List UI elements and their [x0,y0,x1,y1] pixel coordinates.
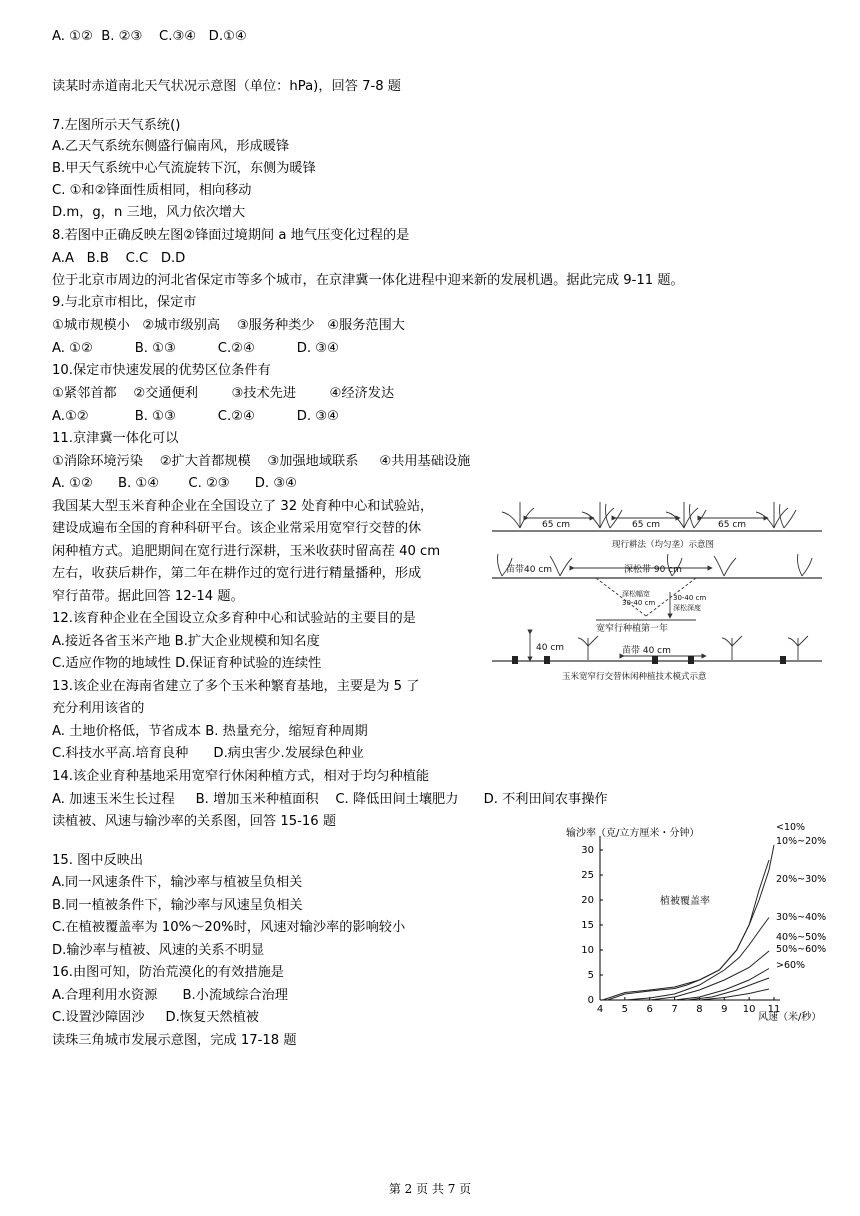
series-line-0 [603,845,775,1000]
x-tick-label: 8 [696,1004,703,1015]
text-line-l13: A. ①② B. ①③ C.②④ D. ③④ [52,341,339,356]
page-footer: 第 2 页 共 7 页 [388,1182,472,1196]
text-line-l40: 16.由图可知，防治荒漠化的有效措施是 [52,965,284,980]
text-line-l16: A.①② B. ①③ C.②④ D. ③④ [52,409,339,424]
plant-icon [606,504,623,528]
x-tick-label: 10 [742,1004,756,1015]
text-line-l21: 建设成遍布全国的育种科研平台。该企业常采用宽窄行交替的休 [52,521,422,536]
y-tick-label: 10 [581,945,594,956]
label-width: 深松幅宽 [622,590,650,598]
label-seedling-band-1: 苗带40 cm [506,565,553,575]
text-line-l30: A. 土地价格低，节省成本 B. 热量充分，缩短育种周期 [52,724,368,739]
label-subsoil-band: 深松带 90 cm [624,565,682,575]
label-depth-value: 30-40 cm [673,594,707,602]
text-line-l20: 我国某大型玉米育种企业在全国设立了 32 处育种中心和试验站， [52,499,434,514]
text-line-l4: A.乙天气系统东侧盛行偏南风，形成暖锋 [52,139,290,154]
text-line-l33: A. 加速玉米生长过程 B. 增加玉米种植面积 C. 降低田间土壤肥力 D. 不利田间农事操作 [52,792,608,807]
text-line-l38: C.在植被覆盖率为 10%～20%时，风速对输沙率的影响较小 [52,920,406,935]
text-line-l2: 读某时赤道南北天气状况示意图（单位：hPa)，回答 7-8 题 [52,79,401,94]
text-line-l34: 读植被、风速与输沙率的关系图，回答 15-16 题 [52,814,337,829]
x-axis-label: 风速（米/秒） [758,1012,822,1022]
x-tick-label: 5 [621,1004,629,1015]
stubble-mark [652,656,658,664]
text-line-l32: 14.该企业育种基地采用宽窄行休闲种植方式，相对于均匀种植能 [52,769,430,784]
label-65c: 65 cm [718,520,747,530]
text-line-l12: ①城市规模小 ②城市级别高 ③服务种类少 ④服务范围大 [52,318,405,333]
text-line-l27: C.适应作物的地域性 D.保证育种试验的连续性 [52,656,322,671]
label-depth: 深松深度 [673,604,701,612]
stubble-mark [544,656,550,664]
y-tick-label: 0 [587,995,594,1006]
y-tick-label: 25 [581,870,594,881]
series-line-1 [608,860,770,1000]
caption-top: 现行耕法（均匀垄）示意图 [612,540,715,550]
label-year-one: 宽窄行种植第一年 [596,624,669,634]
y-tick-label: 20 [581,895,594,906]
label-65a: 65 cm [542,520,571,530]
text-line-l24: 窄行苗带。据此回答 12-14 题。 [52,589,244,604]
text-line-l22: 闲种植方式。追肥期间在宽行进行深耕，玉米收获时留高茬 40 cm [52,544,441,559]
label-stubble-height: 40 cm [536,643,565,653]
label-seedling-band-2: 苗带 40 cm [622,646,671,656]
text-line-l14: 10.保定市快速发展的优势区位条件有 [52,363,271,378]
text-line-l29: 充分利用该省的 [52,701,145,716]
text-line-l28: 13.该企业在海南省建立了多个玉米种繁育基地，主要是为 5 了 [52,679,420,694]
corn-planting-diagram [492,496,828,688]
text-line-l19: A. ①② B. ①④ C. ②③ D. ③④ [52,476,297,491]
y-axis-label: 输沙率（克/立方厘米・分钟） [566,828,700,839]
caption-bottom: 玉米宽窄行交替休闲种植技术模式示意 [562,672,707,682]
plant-icon [582,502,614,528]
legend-title: 植被覆盖率 [660,896,710,907]
x-tick-label: 6 [646,1004,653,1015]
text-line-l39: D.输沙率与植被、风速的关系不明显 [52,943,265,958]
text-line-l43: 读珠三角城市发展示意图，完成 17-18 题 [52,1033,297,1048]
x-tick-label: 4 [596,1004,604,1015]
text-line-l5: B.甲天气系统中心气流旋转下沉，东侧为暖锋 [52,161,316,176]
text-line-l25: 12.该育种企业在全国设立众多育种中心和试验站的主要目的是 [52,611,416,626]
x-tick-label: 9 [721,1004,728,1015]
text-line-l6: C. ①和②锋面性质相同，相向移动 [52,183,252,198]
stubble-mark [512,656,518,664]
series-label-3: 30%~40% [776,912,827,923]
text-line-l17: 11.京津冀一体化可以 [52,431,179,446]
label-65b: 65 cm [632,520,661,530]
series-label-4: 40%~50% [776,932,827,943]
series-label-0: <10% [776,822,806,833]
text-line-l35: 15. 图中反映出 [52,853,144,868]
text-line-l41: A.合理利用水资源 B.小流域综合治理 [52,988,288,1003]
text-line-l26: A.接近各省玉米产地 B.扩大企业规模和知名度 [52,634,320,649]
series-label-1: 10%~20% [776,836,827,847]
text-line-l10: 位于北京市周边的河北省保定市等多个城市，在京津冀一体化进程中迎来新的发展机遇。据此完成 9-11 题。 [52,273,684,288]
series-label-6: >60% [776,960,806,971]
stubble-mark [780,656,786,664]
text-line-l1: A. ①② B. ②③ C.③④ D.①④ [52,29,247,44]
plant-icon [666,502,698,528]
plant-icon [690,504,707,528]
text-line-l3: 7.左图所示天气系统() [52,118,181,133]
stubble-mark [688,656,694,664]
x-tick-label: 7 [671,1004,678,1015]
series-line-2 [625,918,769,1001]
text-line-l8: 8.若图中正确反映左图②锋面过境期间 a 地气压变化过程的是 [52,228,410,243]
text-line-l9: A.A B.B C.C D.D [52,251,186,266]
text-line-l18: ①消除环境污染 ②扩大首都规模 ③加强地域联系 ④共用基础设施 [52,454,471,469]
text-line-l36: A.同一风速条件下，输沙率与植被呈负相关 [52,875,303,890]
label-width-value: 30-40 cm [622,599,656,607]
plant-icon [756,502,788,528]
plant-icon [780,504,797,528]
text-line-l15: ①紧邻首都 ②交通便利 ③技术先进 ④经济发达 [52,386,395,401]
plant-icon [502,502,534,528]
text-line-l23: 左右，收获后耕作，第二年在耕作过的宽行进行精量播种，形成 [52,566,422,581]
text-line-l11: 9.与北京市相比，保定市 [52,295,197,310]
text-line-l42: C.设置沙障固沙 D.恢复天然植被 [52,1010,259,1025]
text-line-l37: B.同一植被条件下，输沙率与风速呈负相关 [52,898,303,913]
series-label-5: 50%~60% [776,944,827,955]
y-tick-label: 30 [581,845,594,856]
y-tick-label: 15 [581,920,594,931]
series-label-2: 20%~30% [776,874,827,885]
text-line-l31: C.科技水平高.培育良种 D.病虫害少.发展绿色种业 [52,746,364,761]
y-tick-label: 5 [587,970,594,981]
x-tick-label: 11 [767,1004,781,1015]
text-line-l7: D.m，g，n 三地，风力依次增大 [52,205,246,220]
sand-transport-chart [560,822,830,1022]
